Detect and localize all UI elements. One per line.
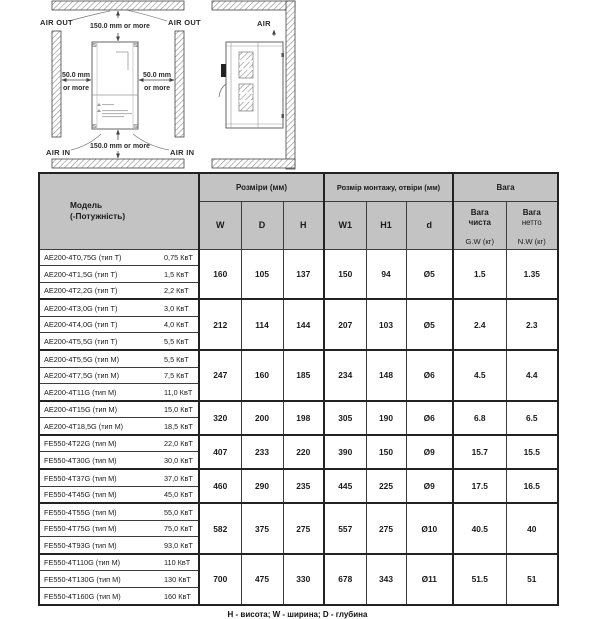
power-rating: 30,0 КвТ — [164, 456, 193, 466]
model-cell — [39, 401, 199, 418]
gw-value: 15.7 — [453, 435, 506, 469]
side-view — [212, 1, 295, 169]
model-name: FE550-4T110G (тип М) — [44, 558, 121, 568]
table-row — [39, 249, 558, 266]
installation-clearance-diagram — [0, 0, 600, 172]
power-rating: 75,0 КвТ — [164, 524, 193, 534]
mounting-tab — [221, 64, 226, 77]
model-cell — [39, 571, 199, 588]
header-model-line2: (-Потужність) — [70, 211, 126, 222]
left-clearance-label-1: 50.0 mm — [61, 72, 91, 79]
model-cell — [39, 503, 199, 520]
w-value: 407 — [199, 435, 241, 469]
h1-value: 275 — [366, 503, 406, 554]
power-rating: 130 КвТ — [164, 575, 191, 585]
side-wall-top — [212, 1, 295, 10]
gw-value: 4.5 — [453, 350, 506, 401]
power-rating: 2,2 КвТ — [164, 286, 189, 296]
header-net-weight — [506, 201, 558, 249]
power-rating: 1,5 КвТ — [164, 269, 189, 279]
model-name: FE550-4T37G (тип М) — [44, 473, 117, 483]
h-value: 330 — [283, 554, 324, 605]
power-rating: 22,0 КвТ — [164, 439, 193, 449]
table-row — [39, 299, 558, 316]
bottom-clearance-label: 150.0 mm or more — [90, 143, 150, 150]
power-rating: 45,0 КвТ — [164, 490, 193, 500]
header-col-dia: d — [406, 201, 453, 249]
gross-weight-line2: чиста — [468, 217, 491, 227]
nw-value: 16.5 — [506, 469, 558, 503]
model-name: AE200-4T0,75G (тип Т) — [44, 253, 122, 263]
h-value: 185 — [283, 350, 324, 401]
dia-value: Ø10 — [406, 503, 453, 554]
header-model-line1: Модель — [70, 199, 103, 210]
model-cell — [39, 316, 199, 333]
h1-value: 94 — [366, 249, 406, 299]
table-row — [39, 469, 558, 486]
air-in-right-label: AIR IN — [170, 148, 195, 157]
front-view — [40, 1, 201, 168]
model-name: AE200-4T15G (тип М) — [44, 405, 118, 415]
top-clearance-label: 150.0 mm or more — [90, 23, 150, 30]
dia-value: Ø9 — [406, 435, 453, 469]
w1-value: 678 — [324, 554, 366, 605]
model-name: FE550-4T45G (тип М) — [44, 490, 117, 500]
table-row — [39, 401, 558, 418]
h1-value: 343 — [366, 554, 406, 605]
model-name: FE550-4T22G (тип М) — [44, 439, 117, 449]
w1-value: 150 — [324, 249, 366, 299]
nw-value: 6.5 — [506, 401, 558, 435]
w-value: 700 — [199, 554, 241, 605]
model-cell — [39, 384, 199, 401]
model-cell — [39, 350, 199, 367]
power-rating: 5,5 КвТ — [164, 354, 189, 364]
dia-value: Ø11 — [406, 554, 453, 605]
side-wall-bottom — [212, 159, 295, 168]
dia-value: Ø5 — [406, 299, 453, 350]
spec-table-section — [38, 172, 557, 619]
h-value: 198 — [283, 401, 324, 435]
gw-value: 17.5 — [453, 469, 506, 503]
gw-value: 1.5 — [453, 249, 506, 299]
air-side-label: AIR — [257, 19, 271, 28]
model-cell — [39, 299, 199, 316]
model-name: FE550-4T130G (тип М) — [44, 575, 121, 585]
model-name: AE200-4T11G (тип М) — [44, 387, 117, 397]
gw-value: 51.5 — [453, 554, 506, 605]
air-out-right-label: AIR OUT — [168, 18, 201, 27]
model-name: AE200-4T1,5G (тип Т) — [44, 269, 118, 279]
model-cell — [39, 282, 199, 299]
model-cell — [39, 367, 199, 384]
model-name: FE550-4T55G (тип М) — [44, 507, 117, 517]
model-name: AE200-4T18,5G (тип М) — [44, 421, 124, 431]
model-cell — [39, 418, 199, 435]
power-rating: 55,0 КвТ — [164, 507, 193, 517]
d-value: 475 — [241, 554, 283, 605]
table-row — [39, 350, 558, 367]
spec-table — [38, 172, 559, 606]
model-cell — [39, 266, 199, 283]
side-wall-right — [286, 1, 295, 169]
h-value: 144 — [283, 299, 324, 350]
nw-value: 2.3 — [506, 299, 558, 350]
gw-value: 40.5 — [453, 503, 506, 554]
net-weight-unit: N.W (кг) — [517, 237, 546, 247]
w-value: 582 — [199, 503, 241, 554]
d-value: 114 — [241, 299, 283, 350]
left-clearance-label-2: or more — [62, 85, 90, 92]
h1-value: 150 — [366, 435, 406, 469]
gw-value: 2.4 — [453, 299, 506, 350]
model-name: FE550-4T75G (тип М) — [44, 524, 117, 534]
dia-value: Ø5 — [406, 249, 453, 299]
header-mounting-group: Розмір монтажу, отвіри (мм) — [324, 173, 453, 201]
inverter-front — [92, 42, 138, 129]
header-col-w: W — [199, 201, 241, 249]
vent-grille-top — [239, 52, 253, 78]
h1-value: 190 — [366, 401, 406, 435]
d-value: 233 — [241, 435, 283, 469]
d-value: 290 — [241, 469, 283, 503]
power-rating: 3,0 КвТ — [164, 303, 189, 313]
gross-weight-line1: Вага — [470, 207, 489, 217]
model-cell — [39, 520, 199, 537]
header-col-w1: W1 — [324, 201, 366, 249]
nw-value: 40 — [506, 503, 558, 554]
d-value: 160 — [241, 350, 283, 401]
w-value: 247 — [199, 350, 241, 401]
nw-value: 51 — [506, 554, 558, 605]
d-value: 200 — [241, 401, 283, 435]
w-value: 460 — [199, 469, 241, 503]
wall-left — [52, 31, 61, 137]
model-cell — [39, 554, 199, 571]
w-value: 212 — [199, 299, 241, 350]
model-cell — [39, 435, 199, 452]
power-rating: 4,0 КвТ — [164, 320, 189, 330]
d-value: 105 — [241, 249, 283, 299]
net-weight-line1: Вага — [522, 207, 541, 217]
model-cell — [39, 486, 199, 503]
h1-value: 103 — [366, 299, 406, 350]
table-row — [39, 503, 558, 520]
power-rating: 93,0 КвТ — [164, 540, 193, 550]
w1-value: 445 — [324, 469, 366, 503]
model-cell — [39, 469, 199, 486]
h-value: 220 — [283, 435, 324, 469]
model-name: AE200-4T5,5G (тип М) — [44, 354, 120, 364]
gw-value: 6.8 — [453, 401, 506, 435]
w1-value: 390 — [324, 435, 366, 469]
dia-value: Ø6 — [406, 350, 453, 401]
header-col-h: H — [283, 201, 324, 249]
inverter-side — [219, 42, 284, 128]
air-out-left-label: AIR OUT — [40, 18, 73, 27]
model-name: AE200-4T4,0G (тип Т) — [44, 320, 118, 330]
power-rating: 15,0 КвТ — [164, 405, 193, 415]
model-name: FE550-4T30G (тип М) — [44, 456, 117, 466]
w-value: 320 — [199, 401, 241, 435]
air-in-left-label: AIR IN — [46, 148, 71, 157]
h-value: 137 — [283, 249, 324, 299]
table-row — [39, 435, 558, 452]
w1-value: 305 — [324, 401, 366, 435]
model-cell — [39, 588, 199, 605]
header-weight-group: Вага — [453, 173, 558, 201]
power-rating: 0,75 КвТ — [164, 253, 193, 263]
power-rating: 11,0 КвТ — [164, 387, 193, 397]
net-weight-line2: нетто — [521, 217, 542, 227]
wall-bottom — [52, 159, 184, 168]
model-cell — [39, 537, 199, 554]
dia-value: Ø9 — [406, 469, 453, 503]
h-value: 235 — [283, 469, 324, 503]
header-col-d: D — [241, 201, 283, 249]
h-value: 275 — [283, 503, 324, 554]
right-clearance-label-1: 50.0 mm — [142, 72, 172, 79]
power-rating: 18,5 КвТ — [164, 421, 193, 431]
w1-value: 234 — [324, 350, 366, 401]
cable — [219, 84, 226, 97]
power-rating: 37,0 КвТ — [164, 473, 193, 483]
gross-weight-unit: G.W (кг) — [465, 237, 494, 247]
wall-top — [52, 1, 184, 10]
header-gross-weight — [453, 201, 506, 249]
nw-value: 15.5 — [506, 435, 558, 469]
header-col-h1: H1 — [366, 201, 406, 249]
header-dimensions-group: Розміри (мм) — [199, 173, 324, 201]
power-rating: 5,5 КвТ — [164, 336, 189, 346]
wall-right — [175, 31, 184, 137]
w1-value: 557 — [324, 503, 366, 554]
model-cell — [39, 333, 199, 350]
legend-footnote: H - висота; W - ширина; D - глубина — [227, 609, 368, 619]
model-name: AE200-4T7,5G (тип М) — [44, 371, 120, 381]
table-row — [39, 554, 558, 571]
model-cell — [39, 249, 199, 266]
right-clearance-label-2: or more — [143, 85, 171, 92]
h1-value: 148 — [366, 350, 406, 401]
nw-value: 1.35 — [506, 249, 558, 299]
model-name: AE200-4T3,0G (тип Т) — [44, 303, 118, 313]
w1-value: 207 — [324, 299, 366, 350]
power-rating: 110 КвТ — [164, 558, 191, 568]
model-cell — [39, 452, 199, 469]
nw-value: 4.4 — [506, 350, 558, 401]
model-name: AE200-4T5,5G (тип Т) — [44, 336, 118, 346]
model-name: FE550-4T160G (тип М) — [44, 591, 121, 601]
dia-value: Ø6 — [406, 401, 453, 435]
d-value: 375 — [241, 503, 283, 554]
model-name: AE200-4T2,2G (тип Т) — [44, 286, 118, 296]
w-value: 160 — [199, 249, 241, 299]
power-rating: 7,5 КвТ — [164, 371, 189, 381]
vent-grille-bottom — [239, 84, 253, 111]
header-model — [39, 173, 199, 249]
h1-value: 225 — [366, 469, 406, 503]
power-rating: 160 КвТ — [164, 591, 191, 601]
model-name: FE550-4T93G (тип М) — [44, 540, 117, 550]
